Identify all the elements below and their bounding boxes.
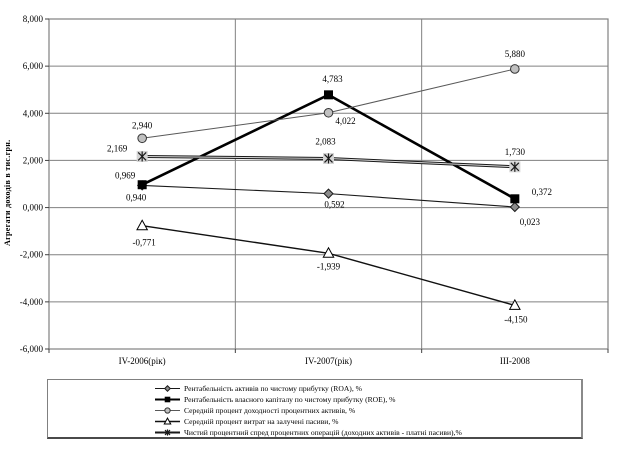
y-tick-label: 0,000 xyxy=(22,202,43,213)
y-tick-label: -6,000 xyxy=(19,344,43,354)
square-legend-marker-icon xyxy=(154,394,181,405)
data-point-label: 0,969 xyxy=(115,170,136,181)
data-point-label: -0,771 xyxy=(132,237,156,248)
y-axis-title: Агрегати доходів в тис.грн. xyxy=(3,139,12,247)
star-marker-icon xyxy=(323,153,334,164)
data-point-label: 0,940 xyxy=(126,192,147,203)
x-axis xyxy=(49,349,608,366)
legend-label: Середній процент доходності процентних активів, % xyxy=(184,406,356,415)
series-net-spread-markers xyxy=(107,136,525,172)
chart-legend xyxy=(47,379,583,439)
data-point-label: 0,023 xyxy=(519,217,540,228)
legend-item xyxy=(154,383,581,394)
y-tick-label: -2,000 xyxy=(19,249,43,260)
circle-marker-icon xyxy=(511,65,520,74)
data-point-label: 4,022 xyxy=(335,115,356,126)
square-marker-icon xyxy=(324,90,333,99)
x-category-label: III-2008 xyxy=(499,356,530,366)
legend-label: Рентабельність активів по чистому прибутку (ROA), % xyxy=(184,384,362,393)
triangle-legend-marker-icon xyxy=(154,416,181,427)
star-marker-icon xyxy=(137,151,148,162)
data-point-label: -4,150 xyxy=(504,314,528,325)
legend-label: Чистий процентний спред процентних операцій (доходних активів - платні пасиви),% xyxy=(184,428,462,437)
y-tick-label: 8,000 xyxy=(22,14,43,24)
data-point-label: 2,169 xyxy=(107,143,128,154)
legend-label: Середній процент витрат на залучені пасиви, % xyxy=(184,417,339,426)
data-point-label: 0,372 xyxy=(531,186,552,197)
data-point-label: 2,940 xyxy=(132,120,153,131)
y-axis xyxy=(20,14,49,354)
x-category-label: IV-2006(рік) xyxy=(118,356,166,366)
data-point-label: 1,730 xyxy=(504,146,525,157)
data-point-label: 4,783 xyxy=(322,73,343,84)
y-tick-label: 4,000 xyxy=(22,108,43,119)
square-marker-icon xyxy=(510,194,519,203)
x-category-label: IV-2007(рік) xyxy=(304,356,353,366)
legend-item xyxy=(154,405,581,416)
data-point-label: 0,592 xyxy=(324,199,345,210)
triangle-marker-icon xyxy=(137,220,147,230)
circle-legend-marker-icon xyxy=(154,405,181,416)
legend-item xyxy=(154,427,581,438)
star-legend-marker-icon xyxy=(154,427,181,438)
legend-label: Рентабельність власного капіталу по чистому прибутку (ROE), % xyxy=(184,395,396,404)
circle-marker-icon xyxy=(138,134,147,143)
series-interest-expense-markers xyxy=(133,220,528,324)
circle-marker-icon xyxy=(324,108,333,117)
y-tick-label: -4,000 xyxy=(19,296,43,307)
data-point-label: 2,083 xyxy=(315,136,336,147)
gridlines xyxy=(49,19,608,349)
y-tick-label: 6,000 xyxy=(22,61,43,72)
star-marker-icon xyxy=(509,161,520,172)
data-point-label: -1,939 xyxy=(316,261,341,272)
legend-item xyxy=(154,394,581,405)
square-marker-icon xyxy=(138,180,147,189)
diamond-legend-marker-icon xyxy=(154,383,181,394)
legend-item xyxy=(154,416,581,427)
diamond-marker-icon xyxy=(324,189,333,198)
y-tick-label: 2,000 xyxy=(22,155,43,166)
diamond-marker-icon xyxy=(510,203,519,212)
data-point-label: 5,880 xyxy=(504,48,525,59)
